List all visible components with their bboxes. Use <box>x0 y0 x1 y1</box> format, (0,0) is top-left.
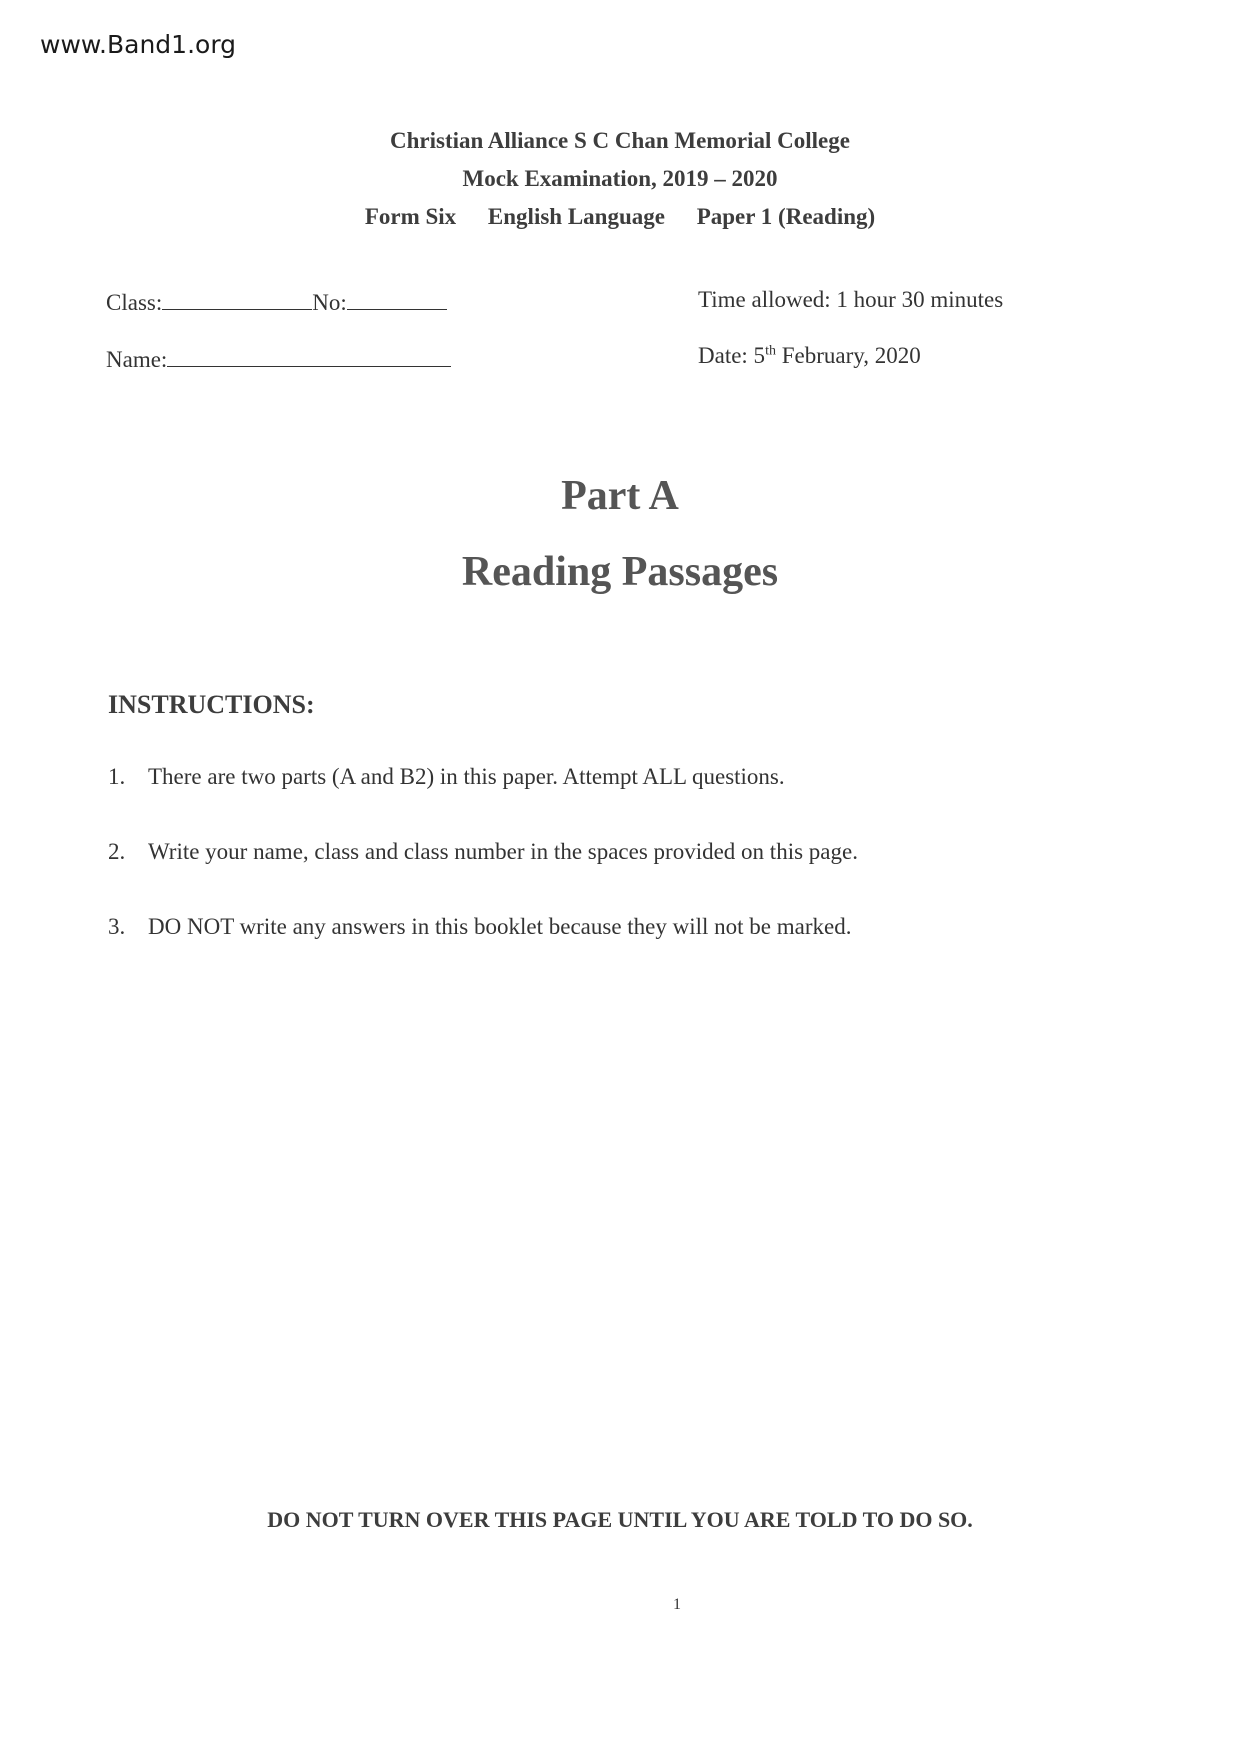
school-name: Christian Alliance S C Chan Memorial College <box>390 128 850 153</box>
class-no-fields <box>106 289 447 316</box>
instruction-item <box>108 839 858 865</box>
date-sup: th <box>765 343 776 359</box>
instruction-item <box>108 764 785 790</box>
no-blank[interactable] <box>347 289 447 310</box>
class-blank[interactable] <box>162 289 312 310</box>
name-label: Name: <box>106 347 168 372</box>
class-label: Class: <box>106 290 163 315</box>
part-title: Part A <box>561 473 679 519</box>
page-number: 1 <box>673 1596 681 1613</box>
instructions-heading: INSTRUCTIONS: <box>108 690 315 719</box>
footer-warning: DO NOT TURN OVER THIS PAGE UNTIL YOU ARE TOLD TO DO SO. <box>267 1507 973 1532</box>
instruction-item <box>108 914 851 940</box>
no-label: No: <box>312 290 347 315</box>
date-prefix: Date: 5 <box>698 343 766 368</box>
instruction-text: Write your name, class and class number in the spaces provided on this page. <box>148 839 858 864</box>
name-field <box>106 346 451 373</box>
instruction-text: DO NOT write any answers in this booklet because they will not be marked. <box>148 914 852 939</box>
paper-line <box>0 204 1240 230</box>
watermark-url: www.Band1.org <box>40 30 237 59</box>
paper-label: Paper 1 (Reading) <box>696 204 876 229</box>
time-allowed: Time allowed: 1 hour 30 minutes <box>698 287 1004 312</box>
date-suffix: February, 2020 <box>775 343 921 368</box>
exam-date <box>698 343 921 369</box>
instruction-number: 2. <box>108 839 126 864</box>
name-blank[interactable] <box>167 346 451 367</box>
part-subtitle: Reading Passages <box>461 549 779 595</box>
instruction-number: 3. <box>108 914 126 939</box>
instruction-number: 1. <box>108 764 126 789</box>
instruction-text: There are two parts (A and B2) in this paper. Attempt ALL questions. <box>148 764 785 789</box>
subject-label: English Language <box>487 204 665 229</box>
exam-title: Mock Examination, 2019 – 2020 <box>462 166 778 191</box>
form-label: Form Six <box>364 204 457 229</box>
